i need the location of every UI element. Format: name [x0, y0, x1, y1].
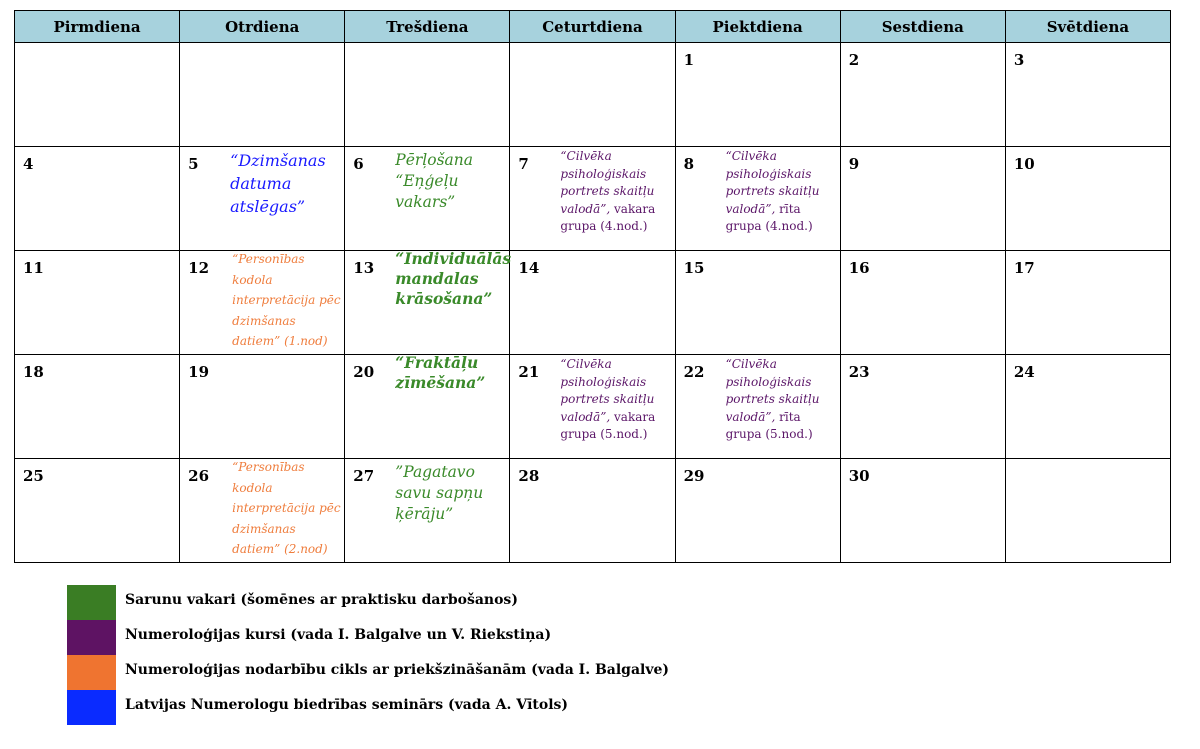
day-cell[interactable] [840, 355, 1005, 459]
day-cell[interactable] [510, 251, 675, 355]
event-group: vakara grupa (4.nod.) [560, 201, 656, 233]
legend-swatch [67, 690, 116, 725]
event-title: “Personības kodola interpretācija pēc dzimšanas datiem” (2.nod) [232, 460, 341, 556]
day-cell[interactable] [15, 459, 180, 563]
legend-swatch [67, 655, 116, 690]
day-cell[interactable] [345, 43, 510, 147]
day-cell[interactable] [675, 251, 840, 355]
day-cell[interactable] [180, 43, 345, 147]
day-number: 26 [188, 467, 210, 485]
event-orange[interactable] [232, 457, 344, 560]
day-cell[interactable] [1005, 147, 1170, 251]
day-cell[interactable] [510, 355, 675, 459]
weekday-header: Pirmdiena [15, 11, 180, 43]
week-row [15, 251, 1171, 355]
event-purple[interactable] [560, 356, 672, 444]
day-cell[interactable] [1005, 43, 1170, 147]
day-cell[interactable] [15, 147, 180, 251]
day-number: 20 [353, 363, 375, 381]
day-cell[interactable] [1005, 251, 1170, 355]
event-title: “Cilvēka psiholoģiskais portrets skaitļu valodā”, [560, 357, 655, 424]
day-cell[interactable] [345, 459, 510, 563]
day-number: 28 [518, 467, 540, 485]
day-number: 29 [683, 467, 705, 485]
weekday-header: Piektdiena [675, 11, 840, 43]
legend-label: Numeroloģijas nodarbību cikls ar priekšzināšanām (vada I. Balgalve) [125, 662, 670, 678]
weekday-header: Sestdiena [840, 11, 1005, 43]
event-purple[interactable] [560, 148, 672, 236]
day-cell[interactable] [675, 459, 840, 563]
event-title: “Cilvēka psiholoģiskais portrets skaitļu valodā”, [560, 149, 655, 216]
calendar-table [14, 10, 1171, 563]
week-row [15, 459, 1171, 563]
day-cell[interactable] [675, 355, 840, 459]
event-green[interactable] [395, 150, 510, 213]
week-row [15, 355, 1171, 459]
day-cell[interactable] [345, 251, 510, 355]
event-orange[interactable] [232, 249, 344, 352]
day-number: 13 [353, 259, 375, 277]
day-cell[interactable] [675, 43, 840, 147]
weekday-header: Otrdiena [180, 11, 345, 43]
week-row [15, 43, 1171, 147]
event-purple[interactable] [726, 148, 838, 236]
day-cell[interactable] [1005, 355, 1170, 459]
event-blue[interactable] [230, 149, 336, 218]
day-number: 11 [23, 259, 44, 277]
day-number: 18 [23, 363, 44, 381]
day-number: 4 [23, 155, 34, 173]
day-cell[interactable] [840, 459, 1005, 563]
day-number: 1 [683, 51, 694, 69]
day-cell[interactable] [675, 147, 840, 251]
day-number: 24 [1013, 363, 1035, 381]
day-cell[interactable] [510, 43, 675, 147]
day-cell[interactable] [840, 251, 1005, 355]
day-number: 22 [683, 363, 705, 381]
weekday-header: Svētdiena [1005, 11, 1170, 43]
day-cell[interactable] [180, 459, 345, 563]
calendar [14, 10, 1171, 563]
event-title: “Fraktāļu zīmēšana” [395, 353, 486, 392]
legend-label: Numeroloģijas kursi (vada I. Balgalve un V. Riekstiņa) [125, 627, 552, 643]
event-title: “Cilvēka psiholoģiskais portrets skaitļu valodā”, [725, 357, 820, 424]
day-number: 14 [518, 259, 540, 277]
day-number: 8 [683, 155, 694, 173]
week-row [15, 147, 1171, 251]
event-title: “Individuālās mandalas krāsošana” [395, 249, 512, 308]
day-cell[interactable] [345, 147, 510, 251]
day-number: 27 [353, 467, 375, 485]
day-number: 19 [188, 363, 210, 381]
day-cell[interactable] [180, 251, 345, 355]
day-cell[interactable] [1005, 459, 1170, 563]
day-number: 15 [683, 259, 705, 277]
weekday-header: Ceturtdiena [510, 11, 675, 43]
day-number: 10 [1013, 155, 1035, 173]
event-group: rīta grupa (4.nod.) [725, 201, 813, 233]
event-group: rīta grupa (5.nod.) [725, 409, 813, 441]
day-cell[interactable] [15, 251, 180, 355]
day-number: 25 [23, 467, 44, 485]
day-number: 30 [848, 467, 870, 485]
day-number: 2 [848, 51, 860, 69]
day-number: 3 [1013, 51, 1025, 69]
day-number: 21 [518, 363, 540, 381]
legend-label: Sarunu vakari (šomēnes ar praktisku darbošanos) [125, 592, 518, 608]
event-greenb[interactable] [395, 249, 510, 309]
day-cell[interactable] [180, 355, 345, 459]
day-cell[interactable] [15, 355, 180, 459]
event-title: “Dzimšanas datuma atslēgas” [230, 151, 326, 216]
day-number: 6 [353, 155, 364, 173]
legend-swatch [67, 620, 116, 655]
day-cell[interactable] [510, 147, 675, 251]
day-number: 5 [188, 155, 199, 173]
day-cell[interactable] [180, 147, 345, 251]
day-cell[interactable] [15, 43, 180, 147]
weekday-header-row [15, 11, 1171, 43]
day-cell[interactable] [840, 147, 1005, 251]
legend-swatch [67, 585, 116, 620]
day-number: 17 [1013, 259, 1035, 277]
legend-label: Latvijas Numerologu biedrības seminārs (vada A. Vītols) [125, 697, 569, 713]
event-greenb[interactable] [395, 353, 510, 393]
day-cell[interactable] [345, 355, 510, 459]
event-green[interactable] [395, 462, 510, 525]
event-title: Pērļošana “Eņģeļu vakars” [395, 151, 474, 211]
event-purple[interactable] [726, 356, 838, 444]
day-number: 16 [848, 259, 870, 277]
day-number: 23 [848, 363, 870, 381]
event-title: “Cilvēka psiholoģiskais portrets skaitļu valodā”, [725, 149, 820, 216]
weekday-header: Trešdiena [345, 11, 510, 43]
day-cell[interactable] [510, 459, 675, 563]
event-group: vakara grupa (5.nod.) [560, 409, 656, 441]
day-number: 7 [518, 155, 529, 173]
day-number: 12 [188, 259, 210, 277]
day-number: 9 [848, 155, 860, 173]
event-title: ”Pagatavo savu sapņu ķērāju” [395, 463, 484, 523]
day-cell[interactable] [840, 43, 1005, 147]
event-title: “Personības kodola interpretācija pēc dzimšanas datiem” (1.nod) [232, 252, 341, 348]
